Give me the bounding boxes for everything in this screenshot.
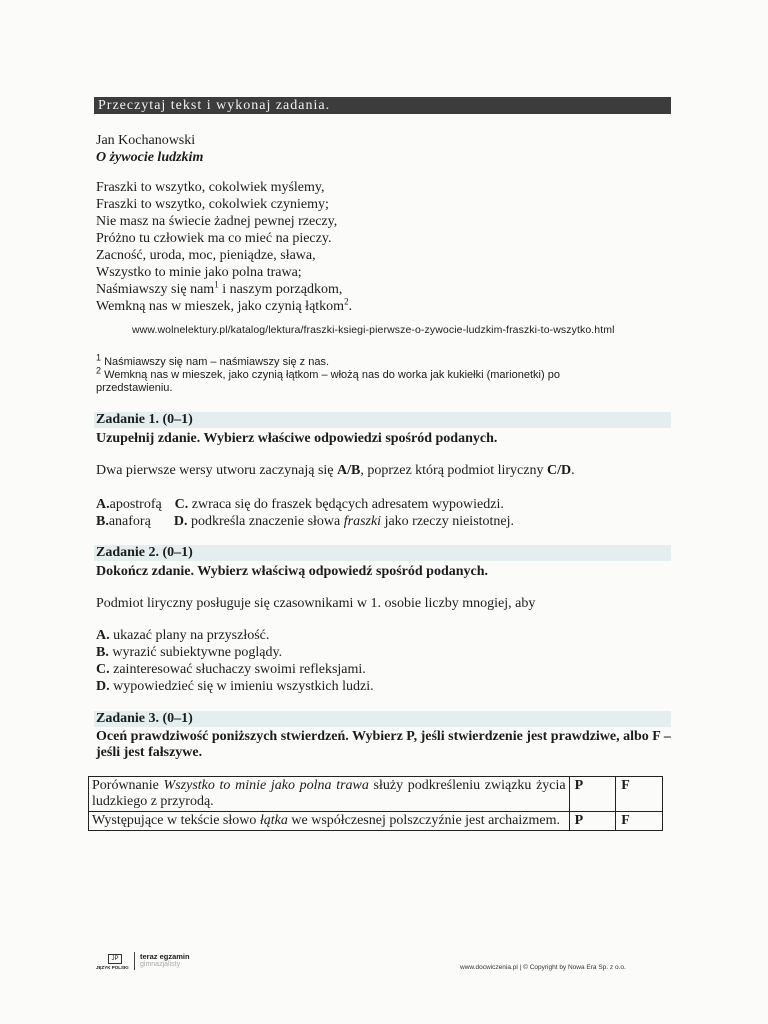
footnotes — [96, 352, 636, 395]
option-b-label[interactable]: B. — [96, 645, 109, 660]
option-c-label[interactable]: C. — [174, 497, 189, 512]
option-d[interactable]: podkreśla znaczenie słowa — [187, 514, 344, 529]
poem-author: Jan Kochanowski — [96, 133, 196, 148]
source-link[interactable]: www.wolnelektury.pl/katalog/lektura/fraszki-ksiegi-pierwsze-o-zywocie-ludzkim-fraszki-to-wszytko.html — [132, 324, 615, 336]
footnote-number: 1 — [96, 352, 102, 363]
jp-logo-icon: JP — [108, 954, 122, 964]
footnote-number: 2 — [96, 365, 102, 376]
question-text: . — [571, 463, 575, 478]
brand-subtitle: gimnazjalisty — [140, 961, 181, 968]
task-2-instruction: Dokończ zdanie. Wybierz właściwą odpowiedź spośród podanych. — [96, 564, 489, 579]
option-row[interactable] — [96, 678, 374, 695]
option-b[interactable]: anaforą — [108, 514, 151, 529]
option-c[interactable]: zainteresować słuchaczy swoimi refleksjami. — [109, 662, 366, 677]
poem-text — [96, 179, 352, 315]
logo-subtitle: JĘZYK POLSKI — [96, 965, 129, 970]
choice-ab: A/B — [337, 463, 361, 478]
option-d-label[interactable]: D. — [173, 514, 188, 529]
footnote-2 — [96, 365, 636, 395]
poem-title: O żywocie ludzkim — [96, 150, 204, 165]
task-1-options — [96, 496, 514, 530]
footnote-text: Naśmiawszy się nam – naśmiawszy się z nas. — [101, 356, 330, 368]
poem-line-text: . — [348, 299, 353, 314]
option-a[interactable]: apostrofą — [109, 497, 162, 512]
poem-line — [96, 298, 352, 315]
true-false-table — [88, 776, 663, 831]
footnote-ref: 1 — [214, 279, 219, 290]
statement-text: Porównanie — [92, 778, 164, 793]
task-3-instruction: Oceń prawdziwość poniższych stwierdzeń. Wybierz P, jeśli stwierdzenie jest prawdziwe, albo F – jeśli jest fałszywe. — [96, 729, 671, 760]
footnote-text: Wemkną nas w mieszek, jako czynią łątkom – włożą nas do worka jak kukiełki (marionetki) po przedstawieniu. — [96, 369, 560, 394]
poem-line — [96, 281, 352, 298]
option-b-label[interactable]: B. — [96, 514, 109, 529]
option-d-emphasis: fraszki — [343, 514, 382, 529]
poem-line: Fraszki to wszytko, cokolwiek myślemy, — [96, 180, 325, 195]
instruction-banner: Przeczytaj tekst i wykonaj zadania. — [94, 97, 671, 114]
poem-line: Próżno tu człowiek ma co mieć na pieczy. — [96, 231, 332, 246]
statement-quote: Wszystko to minie jako polna trawa — [163, 778, 369, 793]
task-2-question: Podmiot liryczny posługuje się czasownikami w 1. osobie liczby mnogiej, aby — [96, 596, 536, 611]
task-1-heading: Zadanie 1. (0–1) — [94, 412, 671, 428]
option-a-label[interactable]: A. — [96, 628, 110, 643]
table-row — [89, 777, 663, 812]
option-row[interactable] — [96, 627, 374, 644]
poem-line-text: Wemkną nas w mieszek, jako czynią łątkom — [96, 299, 345, 314]
answer-p-2[interactable]: P — [569, 812, 616, 831]
footnote-1 — [96, 352, 636, 369]
footnote-ref: 2 — [344, 296, 349, 307]
table-row — [89, 812, 663, 831]
question-text: Dwa pierwsze wersy utworu zaczynają się — [96, 463, 338, 478]
option-c[interactable]: zwraca się do fraszek będących adresatem wypowiedzi. — [188, 497, 504, 512]
option-a[interactable]: ukazać plany na przyszłość. — [109, 628, 270, 643]
answer-p-1[interactable]: P — [569, 777, 616, 812]
statement-text: we współczesnej polszczyźnie jest archaizmem. — [287, 813, 560, 828]
option-d[interactable]: wypowiedzieć się w imieniu wszystkich ludzi. — [109, 679, 374, 694]
poem-line-text: i naszym porządkom, — [218, 282, 343, 297]
question-text: , poprzez którą podmiot liryczny — [360, 463, 547, 478]
option-row — [96, 513, 514, 530]
task-1-question — [96, 463, 575, 479]
poem-line: Fraszki to wszytko, cokolwiek czyniemy; — [96, 197, 329, 212]
statement-2 — [89, 812, 570, 831]
statement-text: służy podkreśleniu związku życia ludzkiego z przyrodą. — [92, 778, 566, 809]
poem-line: Nie masz na świecie żadnej pewnej rzeczy, — [96, 214, 338, 229]
logo-divider — [134, 952, 135, 970]
option-d-tail: jako rzeczy nieistotnej. — [381, 514, 515, 529]
brand-name: teraz egzamin — [140, 952, 190, 961]
task-3-heading: Zadanie 3. (0–1) — [94, 711, 671, 727]
statement-text: Występujące w tekście słowo — [92, 813, 260, 828]
option-row — [96, 496, 514, 513]
option-d-label[interactable]: D. — [96, 679, 110, 694]
copyright-footer: www.docwiczenia.pl | © Copyright by Nowa Era Sp. z o.o. — [460, 964, 626, 971]
task-2-options — [96, 627, 374, 695]
answer-f-2[interactable]: F — [616, 812, 663, 831]
statement-1 — [89, 777, 570, 812]
statement-quote: łątka — [259, 813, 288, 828]
poem-line-text: Naśmiawszy się nam — [96, 282, 215, 297]
choice-cd: C/D — [546, 463, 572, 478]
task-1-instruction: Uzupełnij zdanie. Wybierz właściwe odpowiedzi spośród podanych. — [96, 431, 498, 446]
option-a-label[interactable]: A. — [96, 497, 110, 512]
answer-f-1[interactable]: F — [616, 777, 663, 812]
option-row[interactable] — [96, 644, 374, 661]
poem-line: Wszystko to minie jako polna trawa; — [96, 265, 302, 280]
option-b[interactable]: wyrazić subiektywne poglądy. — [108, 645, 283, 660]
option-row[interactable] — [96, 661, 374, 678]
poem-line: Zacność, uroda, moc, pieniądze, sława, — [96, 248, 316, 263]
task-2-heading: Zadanie 2. (0–1) — [94, 545, 671, 561]
option-c-label[interactable]: C. — [96, 662, 110, 677]
